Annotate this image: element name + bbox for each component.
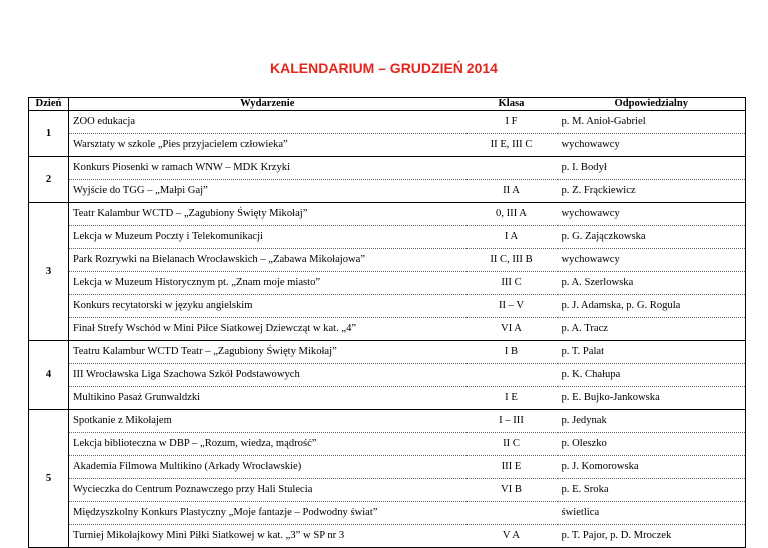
class-cell: II C — [466, 433, 558, 456]
table-header-row — [29, 98, 746, 111]
class-cell — [466, 157, 558, 180]
table-row — [29, 364, 746, 387]
class-cell: II C, III B — [466, 249, 558, 272]
table-row — [29, 226, 746, 249]
day-cell: 4 — [29, 341, 69, 410]
day-cell: 2 — [29, 157, 69, 203]
responsible-cell: p. T. Pajor, p. D. Mroczek — [558, 525, 746, 548]
event-cell: Konkurs Piosenki w ramach WNW – MDK Krzyki — [69, 157, 466, 180]
class-cell: I A — [466, 226, 558, 249]
day-cell: 1 — [29, 111, 69, 157]
class-cell: V A — [466, 525, 558, 548]
class-cell — [466, 502, 558, 525]
event-cell: Konkurs recytatorski w języku angielskim — [69, 295, 466, 318]
event-cell: Teatr Kalambur WCTD – „Zagubiony Święty Mikołaj” — [69, 203, 466, 226]
table-row — [29, 157, 746, 180]
event-cell: ZOO edukacja — [69, 111, 466, 134]
class-cell: II E, III C — [466, 134, 558, 157]
responsible-cell: wychowawcy — [558, 203, 746, 226]
class-cell: II A — [466, 180, 558, 203]
calendar-table — [28, 97, 746, 548]
class-cell: III C — [466, 272, 558, 295]
event-cell: Akademia Filmowa Multikino (Arkady Wrocławskie) — [69, 456, 466, 479]
responsible-cell: wychowawcy — [558, 134, 746, 157]
responsible-cell: p. K. Chałupa — [558, 364, 746, 387]
responsible-cell: p. G. Zajączkowska — [558, 226, 746, 249]
table-row — [29, 410, 746, 433]
responsible-cell: wychowawcy — [558, 249, 746, 272]
class-cell — [466, 364, 558, 387]
table-row — [29, 180, 746, 203]
table-row — [29, 341, 746, 364]
day-cell: 5 — [29, 410, 69, 548]
class-cell: III E — [466, 456, 558, 479]
header-event: Wydarzenie — [69, 98, 466, 111]
class-cell: I B — [466, 341, 558, 364]
table-row — [29, 456, 746, 479]
event-cell: Wycieczka do Centrum Poznawczego przy Hali Stulecia — [69, 479, 466, 502]
event-cell: Spotkanie z Mikołajem — [69, 410, 466, 433]
event-cell: Lekcja w Muzeum Poczty i Telekomunikacji — [69, 226, 466, 249]
header-day: Dzień — [29, 98, 69, 111]
class-cell: VI B — [466, 479, 558, 502]
responsible-cell: p. I. Bodył — [558, 157, 746, 180]
page-title: KALENDARIUM – GRUDZIEŃ 2014 — [270, 60, 498, 76]
day-cell: 3 — [29, 203, 69, 341]
event-cell: Warsztaty w szkole „Pies przyjacielem człowieka” — [69, 134, 466, 157]
event-cell: Park Rozrywki na Bielanach Wrocławskich – „Zabawa Mikołajowa” — [69, 249, 466, 272]
responsible-cell: p. J. Komorowska — [558, 456, 746, 479]
responsible-cell: p. J. Adamska, p. G. Rogula — [558, 295, 746, 318]
table-row — [29, 433, 746, 456]
table-body — [29, 111, 746, 548]
table-row — [29, 387, 746, 410]
responsible-cell: p. Oleszko — [558, 433, 746, 456]
event-cell: Lekcja biblioteczna w DBP – „Rozum, wiedza, mądrość” — [69, 433, 466, 456]
class-cell: 0, III A — [466, 203, 558, 226]
event-cell: Turniej Mikołajkowy Mini Piłki Siatkowej w kat. „3” w SP nr 3 — [69, 525, 466, 548]
table-row — [29, 479, 746, 502]
responsible-cell: p. A. Szerlowska — [558, 272, 746, 295]
responsible-cell: p. A. Tracz — [558, 318, 746, 341]
table-row — [29, 318, 746, 341]
event-cell: Międzyszkolny Konkurs Plastyczny „Moje fantazje – Podwodny świat” — [69, 502, 466, 525]
table-row — [29, 295, 746, 318]
event-cell: III Wrocławska Liga Szachowa Szkół Podstawowych — [69, 364, 466, 387]
table-row — [29, 502, 746, 525]
class-cell: I F — [466, 111, 558, 134]
event-cell: Finał Strefy Wschód w Mini Piłce Siatkowej Dziewcząt w kat. „4” — [69, 318, 466, 341]
responsible-cell: p. E. Bujko-Jankowska — [558, 387, 746, 410]
responsible-cell: p. T. Palat — [558, 341, 746, 364]
class-cell: VI A — [466, 318, 558, 341]
header-class: Klasa — [466, 98, 558, 111]
table-row — [29, 111, 746, 134]
event-cell: Lekcja w Muzeum Historycznym pt. „Znam moje miasto” — [69, 272, 466, 295]
table-row — [29, 134, 746, 157]
event-cell: Wyjście do TGG – „Małpi Gaj” — [69, 180, 466, 203]
event-cell: Teatru Kalambur WCTD Teatr – „Zagubiony Święty Mikołaj” — [69, 341, 466, 364]
header-responsible: Odpowiedzialny — [558, 98, 746, 111]
table-row — [29, 249, 746, 272]
table-row — [29, 525, 746, 548]
class-cell: I E — [466, 387, 558, 410]
class-cell: II – V — [466, 295, 558, 318]
responsible-cell: p. Jedynak — [558, 410, 746, 433]
table-row — [29, 203, 746, 226]
responsible-cell: p. M. Anioł-Gabriel — [558, 111, 746, 134]
responsible-cell: świetlica — [558, 502, 746, 525]
responsible-cell: p. E. Sroka — [558, 479, 746, 502]
table-row — [29, 272, 746, 295]
responsible-cell: p. Z. Frąckiewicz — [558, 180, 746, 203]
class-cell: I – III — [466, 410, 558, 433]
event-cell: Multikino Pasaż Grunwaldzki — [69, 387, 466, 410]
